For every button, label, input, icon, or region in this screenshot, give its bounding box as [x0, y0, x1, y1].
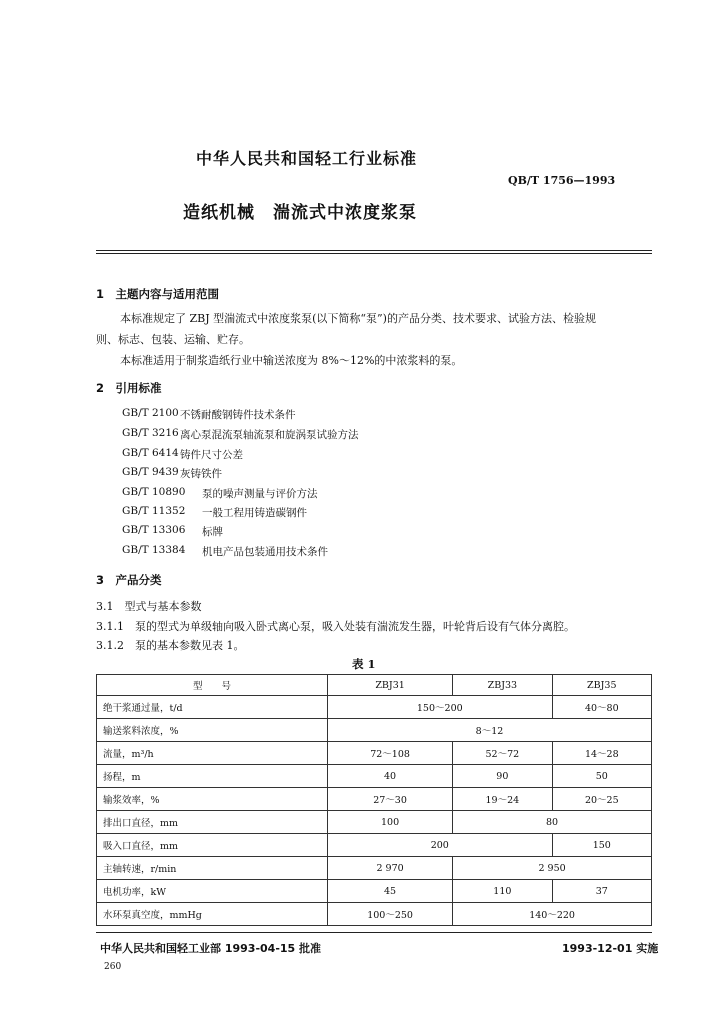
- reference-name: 机电产品包装通用技术条件: [202, 546, 328, 558]
- reference-code: GB/T 13306: [122, 524, 186, 536]
- row-label: 主轴转速，r/min: [97, 857, 328, 880]
- table-row: [97, 880, 652, 903]
- table-cell: 90: [453, 765, 552, 788]
- table-cell: 72～108: [328, 742, 453, 765]
- table-row: [97, 811, 652, 834]
- footer-rule: [96, 932, 652, 933]
- table-cell: 140～220: [453, 903, 652, 926]
- header-zbj33: ZBJ33: [453, 675, 552, 696]
- row-label: 扬程，m: [97, 765, 328, 788]
- table-cell: 110: [453, 880, 552, 903]
- section-1-paragraph-1-line-1: 本标准规定了 ZBJ 型湍流式中浓度浆泵(以下简称“泵”)的产品分类、技术要求、试验方法、检验规: [120, 312, 596, 325]
- table-row: [97, 719, 652, 742]
- header-zbj35: ZBJ35: [552, 675, 651, 696]
- table-cell: 20～25: [552, 788, 651, 811]
- reference-name: 离心泵混流泵轴流泵和旋涡泵试验方法: [180, 429, 359, 441]
- reference-code: GB/T 3216: [122, 427, 179, 439]
- section-3-1-heading: 3.1 型式与基本参数: [96, 600, 202, 613]
- table-row: [97, 788, 652, 811]
- document-title: 造纸机械 湍流式中浓度浆泵: [183, 203, 417, 223]
- approval-statement: 中华人民共和国轻工业部 1993-04-15 批准: [100, 942, 322, 955]
- table-header-row: [97, 675, 652, 696]
- table-cell: 27～30: [328, 788, 453, 811]
- table-cell: 8～12: [328, 719, 652, 742]
- section-3-1-2-text: 3.1.2 泵的基本参数见表 1。: [96, 639, 245, 652]
- table-cell: 2 950: [453, 857, 652, 880]
- reference-name: 不锈耐酸钢铸件技术条件: [180, 409, 296, 421]
- table-row: [97, 742, 652, 765]
- table-cell: 14～28: [552, 742, 651, 765]
- table-cell: 40～80: [552, 696, 651, 719]
- reference-name: 一般工程用铸造碳钢件: [202, 507, 307, 519]
- section-1-paragraph-2: 本标准适用于制浆造纸行业中输送浓度为 8%～12%的中浓浆料的泵。: [120, 354, 463, 367]
- header-zbj31: ZBJ31: [328, 675, 453, 696]
- table-cell: 40: [328, 765, 453, 788]
- reference-name: 标牌: [202, 526, 223, 538]
- table-row: [97, 696, 652, 719]
- row-label: 排出口直径，mm: [97, 811, 328, 834]
- page-number: 260: [104, 962, 122, 972]
- implementation-date: 1993-12-01 实施: [562, 942, 659, 955]
- section-2-heading: 2 引用标准: [96, 381, 162, 395]
- row-label: 电机功率，kW: [97, 880, 328, 903]
- table-cell: 100: [328, 811, 453, 834]
- table-cell: 100～250: [328, 903, 453, 926]
- table-row: [97, 903, 652, 926]
- reference-name: 泵的噪声测量与评价方法: [202, 488, 318, 500]
- row-label: 水环泵真空度，mmHg: [97, 903, 328, 926]
- row-label: 输送浆料浓度，%: [97, 719, 328, 742]
- table-cell: 2 970: [328, 857, 453, 880]
- reference-code: GB/T 2100: [122, 407, 179, 419]
- row-label: 绝干浆通过量，t/d: [97, 696, 328, 719]
- table-caption: 表 1: [352, 657, 376, 671]
- table-cell: 52～72: [453, 742, 552, 765]
- table-cell: 150: [552, 834, 651, 857]
- header-rule-top: [96, 250, 652, 251]
- header-model: 型 号: [97, 675, 328, 696]
- row-label: 流量，m³/h: [97, 742, 328, 765]
- reference-name: 灰铸铁件: [180, 468, 222, 480]
- reference-code: GB/T 9439: [122, 466, 179, 478]
- table-cell: 80: [453, 811, 652, 834]
- standard-code: QB/T 1756—1993: [508, 174, 616, 187]
- row-label: 吸入口直径，mm: [97, 834, 328, 857]
- table-cell: 19～24: [453, 788, 552, 811]
- reference-code: GB/T 10890: [122, 486, 186, 498]
- reference-name: 铸件尺寸公差: [180, 449, 243, 461]
- section-3-heading: 3 产品分类: [96, 573, 162, 587]
- reference-code: GB/T 6414: [122, 447, 179, 459]
- reference-code: GB/T 13384: [122, 544, 186, 556]
- parameter-table: [96, 674, 652, 926]
- header-rule-bottom: [96, 253, 652, 254]
- section-1-paragraph-1-line-2: 则、标志、包装、运输、贮存。: [96, 333, 250, 346]
- row-label: 输浆效率，%: [97, 788, 328, 811]
- reference-code: GB/T 11352: [122, 505, 186, 517]
- table-cell: 50: [552, 765, 651, 788]
- table-row: [97, 834, 652, 857]
- section-1-heading: 1 主题内容与适用范围: [96, 287, 220, 301]
- table-cell: 200: [328, 834, 553, 857]
- table-cell: 150～200: [328, 696, 553, 719]
- issuing-organization: 中华人民共和国轻工行业标准: [196, 149, 418, 168]
- table-cell: 45: [328, 880, 453, 903]
- section-3-1-1-text: 3.1.1 泵的型式为单级轴向吸入卧式离心泵，吸入处装有湍流发生器，叶轮背后设有气体分离腔。: [96, 620, 575, 633]
- table-row: [97, 857, 652, 880]
- table-row: [97, 765, 652, 788]
- table-cell: 37: [552, 880, 651, 903]
